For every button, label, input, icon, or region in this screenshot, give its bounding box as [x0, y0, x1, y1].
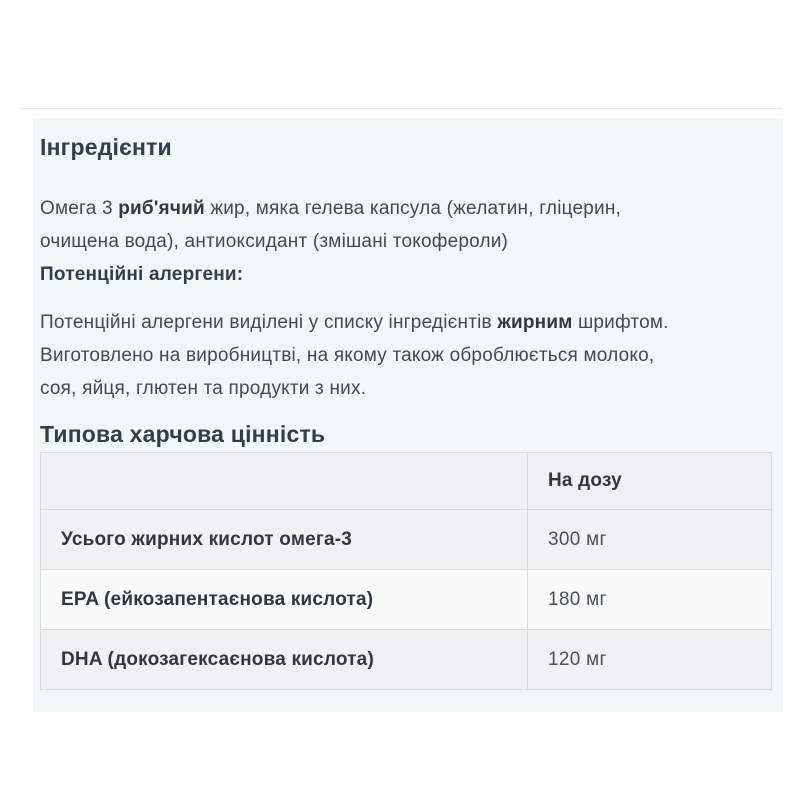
nutrient-label: EPA (ейкозапентаєнова кислота): [41, 570, 528, 630]
allergens-text-segment: соя, яйця, глютен та продукти з них.: [40, 378, 367, 399]
ingredients-text-segment: очищена вода), антиоксидант (змішані токофероли): [40, 231, 509, 252]
ingredients-text-segment: жир, мяка гелева капсула (желатин, гліцерин,: [204, 198, 622, 219]
nutrition-table-header-row: [41, 453, 772, 510]
nutrition-table: [40, 452, 772, 690]
nutrient-value: 300 мг: [528, 510, 772, 570]
ingredients-heading: Інгредієнти: [40, 134, 172, 160]
nutrient-label: Усього жирних кислот омега-3: [41, 510, 528, 570]
nutrition-heading: Типова харчова цінність: [40, 421, 326, 447]
allergens-text-segment: шрифтом.: [572, 312, 669, 333]
product-info-panel: [33, 118, 783, 712]
allergens-heading: Потенційні алергени:: [40, 264, 244, 285]
section-divider: [20, 108, 782, 109]
nutrient-value: 120 мг: [528, 630, 772, 690]
allergens-text-segment: Виготовлено на виробництві, на якому також оброблюється молоко,: [40, 345, 655, 366]
table-row-omega3-total: [41, 510, 772, 570]
table-row-epa: [41, 570, 772, 630]
nutrition-col-per-dose: На дозу: [528, 453, 772, 510]
nutrient-value: 180 мг: [528, 570, 772, 630]
nutrition-col-blank: [41, 453, 528, 510]
ingredients-bold-word: риб'ячий: [118, 198, 205, 219]
allergens-bold-word: жирним: [497, 312, 573, 333]
allergens-text-segment: Потенційні алергени виділені у списку інгредієнтів: [40, 312, 498, 333]
ingredients-text: [40, 192, 773, 258]
allergens-text: [40, 306, 773, 405]
table-row-dha: [41, 630, 772, 690]
nutrient-label: DHA (докозагексаєнова кислота): [41, 630, 528, 690]
ingredients-text-segment: Омега 3: [40, 198, 119, 219]
